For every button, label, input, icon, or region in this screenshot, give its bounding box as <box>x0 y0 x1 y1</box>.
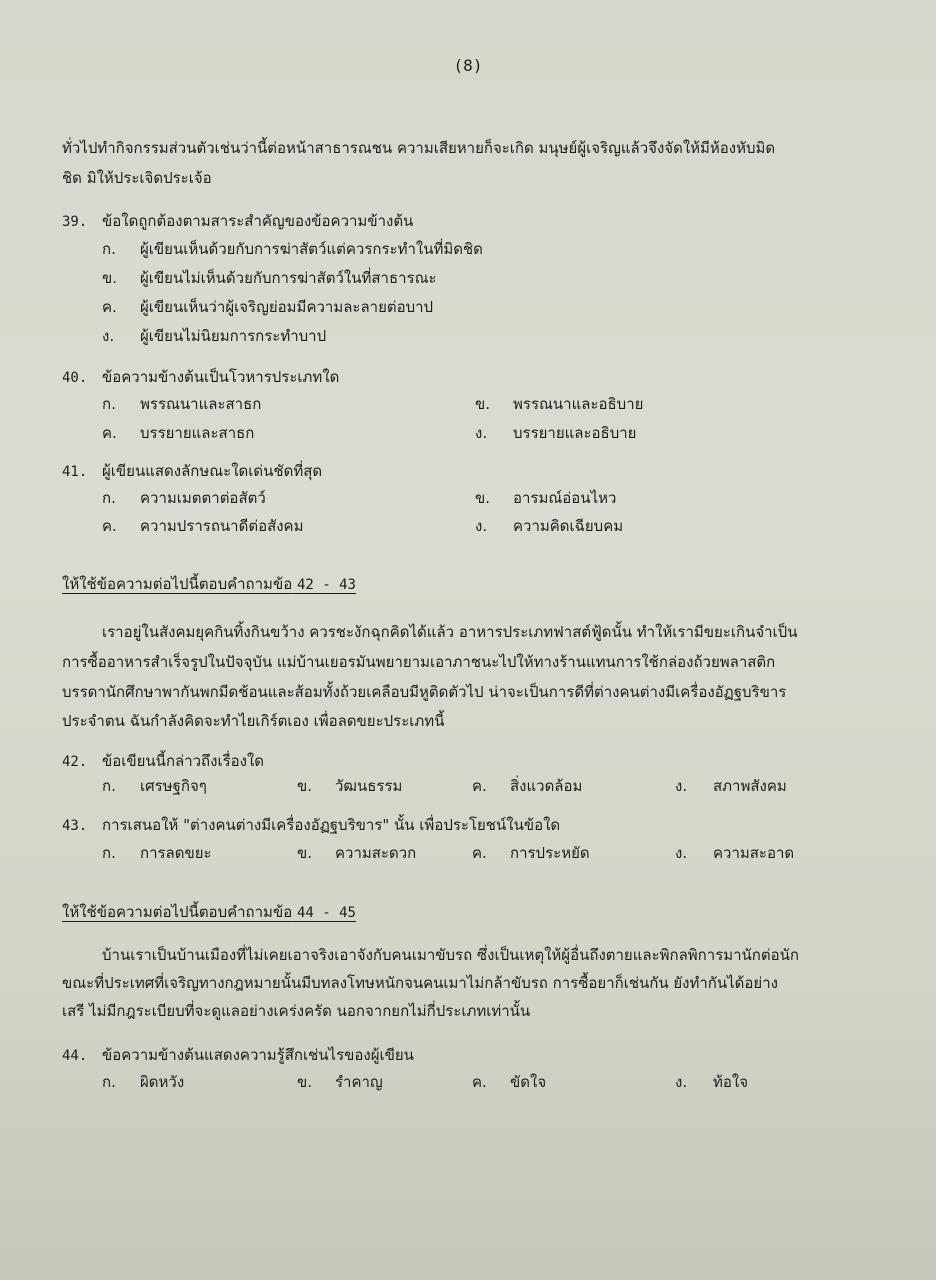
page-number: (8) <box>453 56 483 75</box>
option-key: ข. <box>297 844 313 862</box>
question-41-option-b[interactable] <box>475 488 616 508</box>
question-42-option-a[interactable] <box>102 776 207 796</box>
question-40-number: 40. <box>62 370 88 386</box>
question-39-option-d[interactable] <box>102 326 326 346</box>
option-key: ค. <box>472 777 487 795</box>
section-heading-44-45 <box>62 902 356 923</box>
option-text: สิ่งแวดล้อม <box>510 777 583 795</box>
passage-continuation-line-1: ทั่วไปทำกิจกรรมส่วนตัวเช่นว่านี้ต่อหน้าสาธารณชน ความเสียหายก็จะเกิด มนุษย์ผู้เจริญแล้วจึงจัดให้มีห้องหับมิด <box>62 139 776 157</box>
question-44-text: ข้อความข้างต้นแสดงความรู้สึกเช่นไรของผู้เขียน <box>102 1046 414 1064</box>
option-text: ความสะอาด <box>713 844 795 862</box>
option-text: ท้อใจ <box>713 1073 749 1091</box>
question-39-option-c[interactable] <box>102 297 433 317</box>
question-40-option-c[interactable] <box>102 423 254 443</box>
option-key: ค. <box>102 298 117 316</box>
question-43-option-b[interactable] <box>297 843 416 863</box>
question-43-option-a[interactable] <box>102 843 212 863</box>
option-key: ง. <box>475 424 488 442</box>
option-text: พรรณนาและสาธก <box>140 395 262 413</box>
option-text: ความคิดเฉียบคม <box>513 517 624 535</box>
option-key: ง. <box>102 327 115 345</box>
option-key: ก. <box>102 395 116 413</box>
question-40-text: ข้อความข้างต้นเป็นโวหารประเภทใด <box>102 368 340 386</box>
option-text: ผู้เขียนไม่เห็นด้วยกับการฆ่าสัตว์ในที่สาธารณะ <box>140 269 437 287</box>
passage-44-45-line-3: เสรี ไม่มีกฎระเบียบที่จะดูแลอย่างเคร่งครัด นอกจากยกไม่กี่ประเภทเท่านั้น <box>62 1002 531 1020</box>
question-44-option-c[interactable] <box>472 1072 546 1092</box>
question-42-option-b[interactable] <box>297 776 402 796</box>
question-43-option-d[interactable] <box>675 843 794 863</box>
option-text: ผู้เขียนไม่นิยมการกระทำบาป <box>140 327 327 345</box>
question-39-option-b[interactable] <box>102 268 437 288</box>
section-heading-range: 42 - 43 <box>296 577 356 593</box>
option-text: วัฒนธรรม <box>335 777 403 795</box>
option-text: เศรษฐกิจๆ <box>140 777 207 795</box>
option-text: รำคาญ <box>335 1073 383 1091</box>
question-39-number: 39. <box>62 214 88 230</box>
question-41-option-a[interactable] <box>102 488 266 508</box>
option-key: ก. <box>102 1073 116 1091</box>
option-key: ง. <box>675 1073 688 1091</box>
question-43-option-c[interactable] <box>472 843 590 863</box>
option-key: ค. <box>472 1073 487 1091</box>
passage-44-45-line-1: บ้านเราเป็นบ้านเมืองที่ไม่เคยเอาจริงเอาจังกับคนเมาขับรถ ซึ่งเป็นเหตุให้ผู้อื่นถึงตายและพิกลพิการมานักต่อนัก <box>102 946 799 964</box>
question-40-option-b[interactable] <box>475 394 643 414</box>
question-44-option-d[interactable] <box>675 1072 748 1092</box>
option-text: ความปรารถนาดีต่อสังคม <box>140 517 304 535</box>
option-text: ผู้เขียนเห็นว่าผู้เจริญย่อมมีความละลายต่อบาป <box>140 298 434 316</box>
question-44-number: 44. <box>62 1048 88 1064</box>
option-text: ขัดใจ <box>510 1073 547 1091</box>
question-44-option-a[interactable] <box>102 1072 184 1092</box>
question-41-number: 41. <box>62 464 88 480</box>
section-heading-range: 44 - 45 <box>296 905 356 921</box>
passage-42-43-line-2: การซื้ออาหารสำเร็จรูปในปัจจุบัน แม่บ้านเยอรมันพยายามเอาภาชนะไปให้ทางร้านแทนการใช้กล่องถ้วยพลาสติก <box>62 653 776 671</box>
option-text: สภาพสังคม <box>713 777 787 795</box>
passage-42-43-line-4: ประจำตน ฉันกำลังคิดจะทำไยเกิร์ตเอง เพื่อลดขยะประเภทนี้ <box>62 712 445 730</box>
question-40-option-a[interactable] <box>102 394 261 414</box>
question-44-option-b[interactable] <box>297 1072 383 1092</box>
question-43-text: การเสนอให้ "ต่างคนต่างมีเครื่องอัฏฐบริขาร" นั้น เพื่อประโยชน์ในข้อใด <box>102 816 561 834</box>
option-text: ผิดหวัง <box>140 1073 185 1091</box>
option-key: ค. <box>102 517 117 535</box>
option-key: ง. <box>475 517 488 535</box>
question-43-number: 43. <box>62 818 88 834</box>
option-text: การลดขยะ <box>140 844 212 862</box>
option-key: ก. <box>102 844 116 862</box>
option-key: ง. <box>675 777 688 795</box>
passage-continuation-line-2: ชิด มิให้ประเจิดประเจ้อ <box>62 169 212 187</box>
option-key: ค. <box>102 424 117 442</box>
option-key: ง. <box>675 844 688 862</box>
option-text: การประหยัด <box>510 844 590 862</box>
option-text: พรรณนาและอธิบาย <box>513 395 644 413</box>
option-key: ข. <box>297 1073 313 1091</box>
passage-42-43-line-1: เราอยู่ในสังคมยุคกินทิ้งกินขว้าง ควรชะงักฉุกคิดได้แล้ว อาหารประเภทฟาสต์ฟู้ดนั้น ทำให้เรามีขยะเกินจำเป็น <box>102 623 798 641</box>
option-key: ค. <box>472 844 487 862</box>
question-42-number: 42. <box>62 754 88 770</box>
question-39-option-a[interactable] <box>102 239 483 259</box>
question-41-option-d[interactable] <box>475 516 623 536</box>
option-key: ก. <box>102 489 116 507</box>
option-key: ก. <box>102 240 116 258</box>
section-heading-text: ให้ใช้ข้อความต่อไปนี้ตอบคำถามข้อ <box>62 903 293 921</box>
question-42-option-d[interactable] <box>675 776 787 796</box>
option-text: ผู้เขียนเห็นด้วยกับการฆ่าสัตว์แต่ควรกระทำในที่มิดชิด <box>140 240 483 258</box>
section-heading-text: ให้ใช้ข้อความต่อไปนี้ตอบคำถามข้อ <box>62 575 293 593</box>
question-42-option-c[interactable] <box>472 776 582 796</box>
question-39-text: ข้อใดถูกต้องตามสาระสำคัญของข้อความข้างต้น <box>102 212 414 230</box>
option-text: อารมณ์อ่อนไหว <box>513 489 617 507</box>
option-key: ข. <box>102 269 118 287</box>
option-key: ข. <box>475 489 491 507</box>
option-key: ก. <box>102 777 116 795</box>
option-key: ข. <box>297 777 313 795</box>
option-key: ข. <box>475 395 491 413</box>
option-text: บรรยายและสาธก <box>140 424 255 442</box>
question-41-text: ผู้เขียนแสดงลักษณะใดเด่นชัดที่สุด <box>102 462 323 480</box>
question-40-option-d[interactable] <box>475 423 636 443</box>
section-heading-42-43 <box>62 574 356 595</box>
passage-44-45-line-2: ขณะที่ประเทศที่เจริญทางกฎหมายนั้นมีบทลงโทษหนักจนคนเมาไม่กล้าขับรถ การซื้อยาก็เช่นกัน ยังทำกันได้อย่าง <box>62 974 778 992</box>
option-text: บรรยายและอธิบาย <box>513 424 637 442</box>
question-41-option-c[interactable] <box>102 516 303 536</box>
passage-42-43-line-3: บรรดานักศึกษาพากันพกมีดช้อนและส้อมทั้งถ้วยเคลือบมีหูติดตัวไป น่าจะเป็นการดีที่ต่างคนต่างมีเครื่องอัฏฐบริขาร <box>62 683 787 701</box>
question-42-text: ข้อเขียนนี้กล่าวถึงเรื่องใด <box>102 752 265 770</box>
option-text: ความเมตตาต่อสัตว์ <box>140 489 266 507</box>
option-text: ความสะดวก <box>335 844 417 862</box>
